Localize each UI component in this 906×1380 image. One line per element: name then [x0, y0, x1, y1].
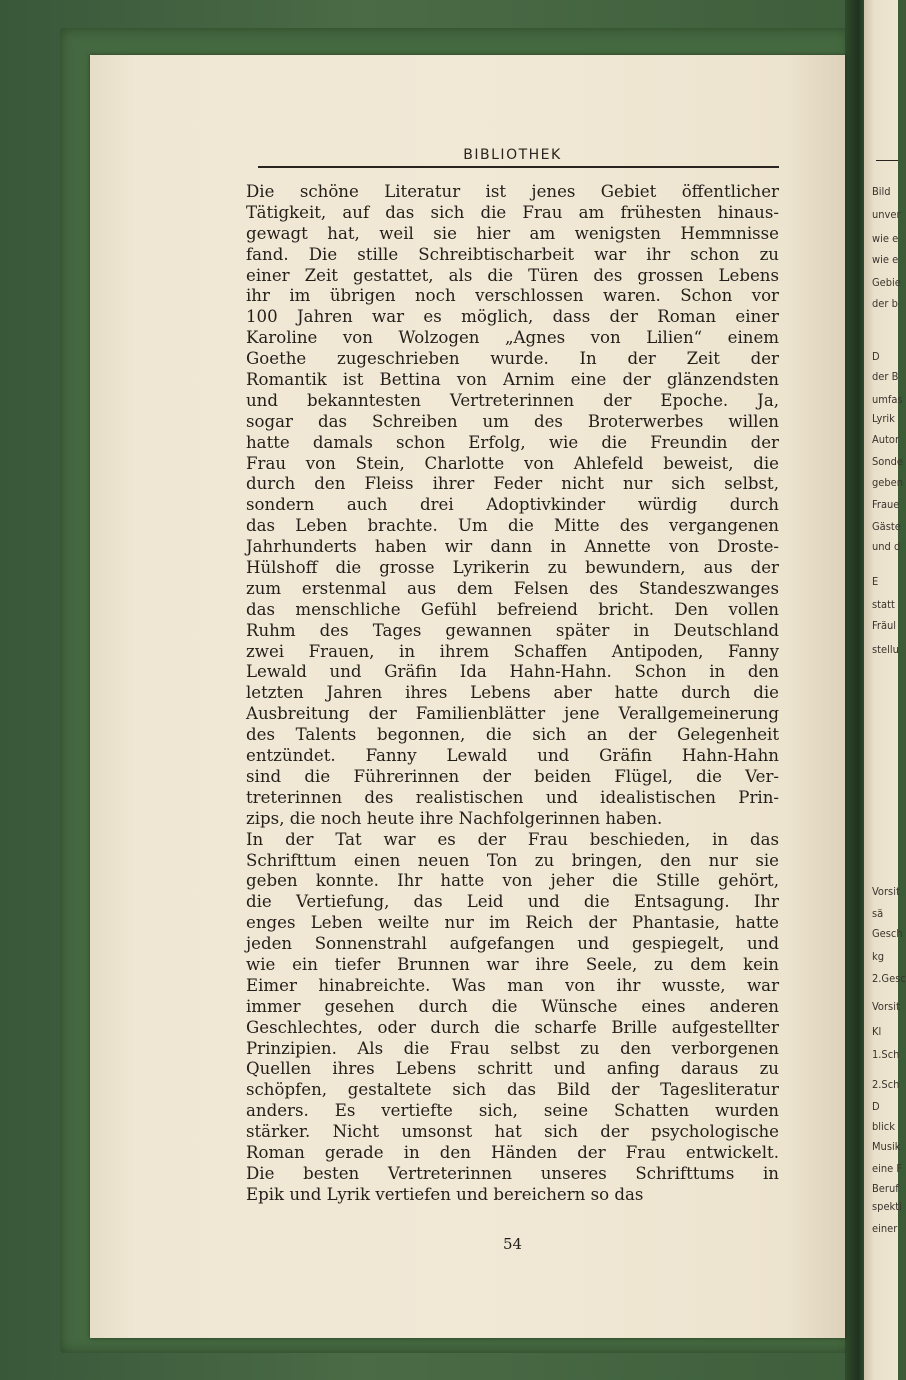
text-line: des Talents begonnen, die sich an der Gelegenheit — [246, 725, 779, 745]
text-line: Die schöne Literatur ist jenes Gebiet öffentlicher — [246, 182, 779, 201]
adjacent-page-header-rule — [876, 160, 898, 161]
text-line: In der Tat war es der Frau beschieden, in das — [246, 829, 779, 849]
text-line: Geschlechtes, oder durch die scharfe Brille aufgestellter — [246, 1017, 779, 1037]
text-line: immer gesehen durch die Wünsche eines anderen — [246, 996, 779, 1016]
text-line: gewagt hat, weil sie hier am wenigsten Hemmnisse — [246, 223, 779, 243]
text-line: Frau von Stein, Charlotte von Ahlefeld beweist, die — [246, 453, 779, 473]
text-line: enges Leben weilte nur im Reich der Phantasie, hatte — [246, 913, 779, 933]
body-text — [246, 182, 779, 1206]
adjacent-page-fragment: Gebie — [872, 276, 901, 289]
adjacent-page-fragment: Autor — [872, 433, 900, 446]
text-line: fand. Die stille Schreibtischarbeit war ihr schon zu — [246, 244, 779, 264]
adjacent-page-fragment: wie e — [872, 232, 899, 245]
adjacent-page-fragment: D — [872, 350, 880, 363]
adjacent-page-fragment: 2.Gesc — [872, 972, 906, 985]
page-number: 54 — [502, 1235, 523, 1253]
text-line: Epik und Lyrik vertiefen und bereichern so das — [246, 1184, 644, 1204]
text-line: Ruhm des Tages gewannen später in Deutschland — [246, 620, 779, 640]
adjacent-page-fragment: der B — [872, 370, 899, 383]
text-line: jeden Sonnenstrahl aufgefangen und gespiegelt, und — [246, 934, 779, 954]
adjacent-page-fragment: 1.Sch — [872, 1048, 900, 1061]
text-line: zwei Frauen, in ihrem Schaffen Antipoden, Fanny — [246, 641, 779, 661]
adjacent-page-fragment: statt — [872, 598, 895, 611]
text-line: das menschliche Gefühl befreiend bricht. Den vollen — [246, 599, 779, 619]
text-line: Quellen ihres Lebens schritt und anfing daraus zu — [246, 1059, 779, 1079]
text-line: Prinzipien. Als die Frau selbst zu den verborgenen — [246, 1038, 779, 1058]
running-header-title: BIBLIOTHEK — [463, 147, 562, 163]
text-line: Ausbreitung der Familienblätter jene Verallgemeinerung — [246, 704, 779, 724]
text-line: hatte damals schon Erfolg, wie die Freundin der — [246, 432, 779, 452]
adjacent-page-fragment: eine F — [872, 1162, 903, 1175]
text-line: und bekanntesten Vertreterinnen der Epoche. Ja, — [246, 390, 779, 410]
adjacent-page-fragment: umfas — [872, 393, 903, 406]
adjacent-page-fragment: Gesch — [872, 927, 903, 940]
text-line: sind die Führerinnen der beiden Flügel, die Ver- — [246, 766, 779, 786]
adjacent-page-fragment: Vorsit — [872, 1000, 900, 1013]
text-line: Goethe zugeschrieben wurde. In der Zeit der — [246, 349, 779, 369]
adjacent-page-fragment: D — [872, 1100, 880, 1113]
adjacent-page-fragment: Bild — [872, 185, 891, 198]
adjacent-page-fragment: spekti — [872, 1200, 902, 1213]
text-line: durch den Fleiss ihrer Feder nicht nur sich selbst, — [246, 474, 779, 494]
adjacent-page-fragment: Sonde — [872, 455, 903, 468]
text-line: Romantik ist Bettina von Arnim eine der glänzendsten — [246, 370, 779, 390]
text-line: ihr im übrigen noch verschlossen waren. Schon vor — [246, 286, 779, 306]
adjacent-page-fragment: E — [872, 575, 879, 588]
adjacent-page-fragment: Fräul — [872, 619, 897, 632]
adjacent-page-fragment: stellu — [872, 643, 899, 656]
text-line: die Vertiefung, das Leid und die Entsagung. Ihr — [246, 892, 779, 912]
adjacent-page-fragment: unver — [872, 208, 901, 221]
adjacent-page-fragment: der b — [872, 297, 898, 310]
text-line: Schrifttum einen neuen Ton zu bringen, den nur sie — [246, 850, 779, 870]
text-line: Lewald und Gräfin Ida Hahn-Hahn. Schon in den — [246, 662, 779, 682]
adjacent-page-fragment: Kl — [872, 1025, 882, 1038]
adjacent-page-fragment: Beruf — [872, 1182, 899, 1195]
text-line: einer Zeit gestattet, als die Türen des grossen Lebens — [246, 265, 779, 285]
running-header — [246, 147, 779, 169]
text-line: Eimer hinabreichte. Was man von ihr wusste, war — [246, 975, 779, 995]
adjacent-page-fragment: Lyrik — [872, 412, 895, 425]
adjacent-page-fragment: Gäste — [872, 520, 901, 533]
adjacent-page-fragment: Musik — [872, 1140, 901, 1153]
text-line: Jahrhunderts haben wir dann in Annette von Droste- — [246, 537, 779, 557]
text-line: Roman gerade in den Händen der Frau entwickelt. — [246, 1142, 779, 1162]
text-line: stärker. Nicht umsonst hat sich der psychologische — [246, 1122, 779, 1142]
adjacent-page-fragment: wie e — [872, 253, 899, 266]
text-line: zum erstenmal aus dem Felsen des Standeszwanges — [246, 578, 779, 598]
adjacent-page-fragment: Vorsit — [872, 885, 900, 898]
text-line: entzündet. Fanny Lewald und Gräfin Hahn-Hahn — [246, 746, 779, 766]
text-line: Karoline von Wolzogen „Agnes von Lilien“ einem — [246, 328, 779, 348]
text-line: Hülshoff die grosse Lyrikerin zu bewundern, aus der — [246, 558, 779, 578]
text-line: wie ein tiefer Brunnen war ihre Seele, zu dem kein — [246, 954, 779, 974]
text-line: zips, die noch heute ihre Nachfolgerinnen haben. — [246, 808, 663, 828]
adjacent-page-fragment: Fraue — [872, 498, 900, 511]
text-line: 100 Jahren war es möglich, dass der Roman einer — [246, 307, 779, 327]
adjacent-page-fragment: kg — [872, 950, 885, 963]
adjacent-page-fragment: blick — [872, 1120, 895, 1133]
text-line: das Leben brachte. Um die Mitte des vergangenen — [246, 516, 779, 536]
text-line: sogar das Schreiben um des Broterwerbes willen — [246, 411, 779, 431]
text-line: treterinnen des realistischen und idealistischen Prin- — [246, 787, 779, 807]
text-line: geben konnte. Ihr hatte von jeher die Stille gehört, — [246, 871, 779, 891]
text-line: schöpfen, gestaltete sich das Bild der Tagesliteratur — [246, 1080, 779, 1100]
text-line: sondern auch drei Adoptivkinder würdig durch — [246, 495, 779, 515]
header-rule — [258, 166, 779, 168]
adjacent-page-fragment: und d — [872, 540, 901, 553]
text-line: Die besten Vertreterinnen unseres Schrifttums in — [246, 1163, 779, 1183]
adjacent-page-fragment: geben — [872, 476, 904, 489]
text-line: anders. Es vertiefte sich, seine Schatten wurden — [246, 1101, 779, 1121]
adjacent-page-fragment: einer — [872, 1222, 898, 1235]
text-line: Tätigkeit, auf das sich die Frau am frühesten hinaus- — [246, 202, 779, 222]
text-line: letzten Jahren ihres Lebens aber hatte durch die — [246, 683, 779, 703]
adjacent-page-fragment: 2.Sch — [872, 1078, 900, 1091]
adjacent-page-fragment: sä — [872, 907, 884, 920]
